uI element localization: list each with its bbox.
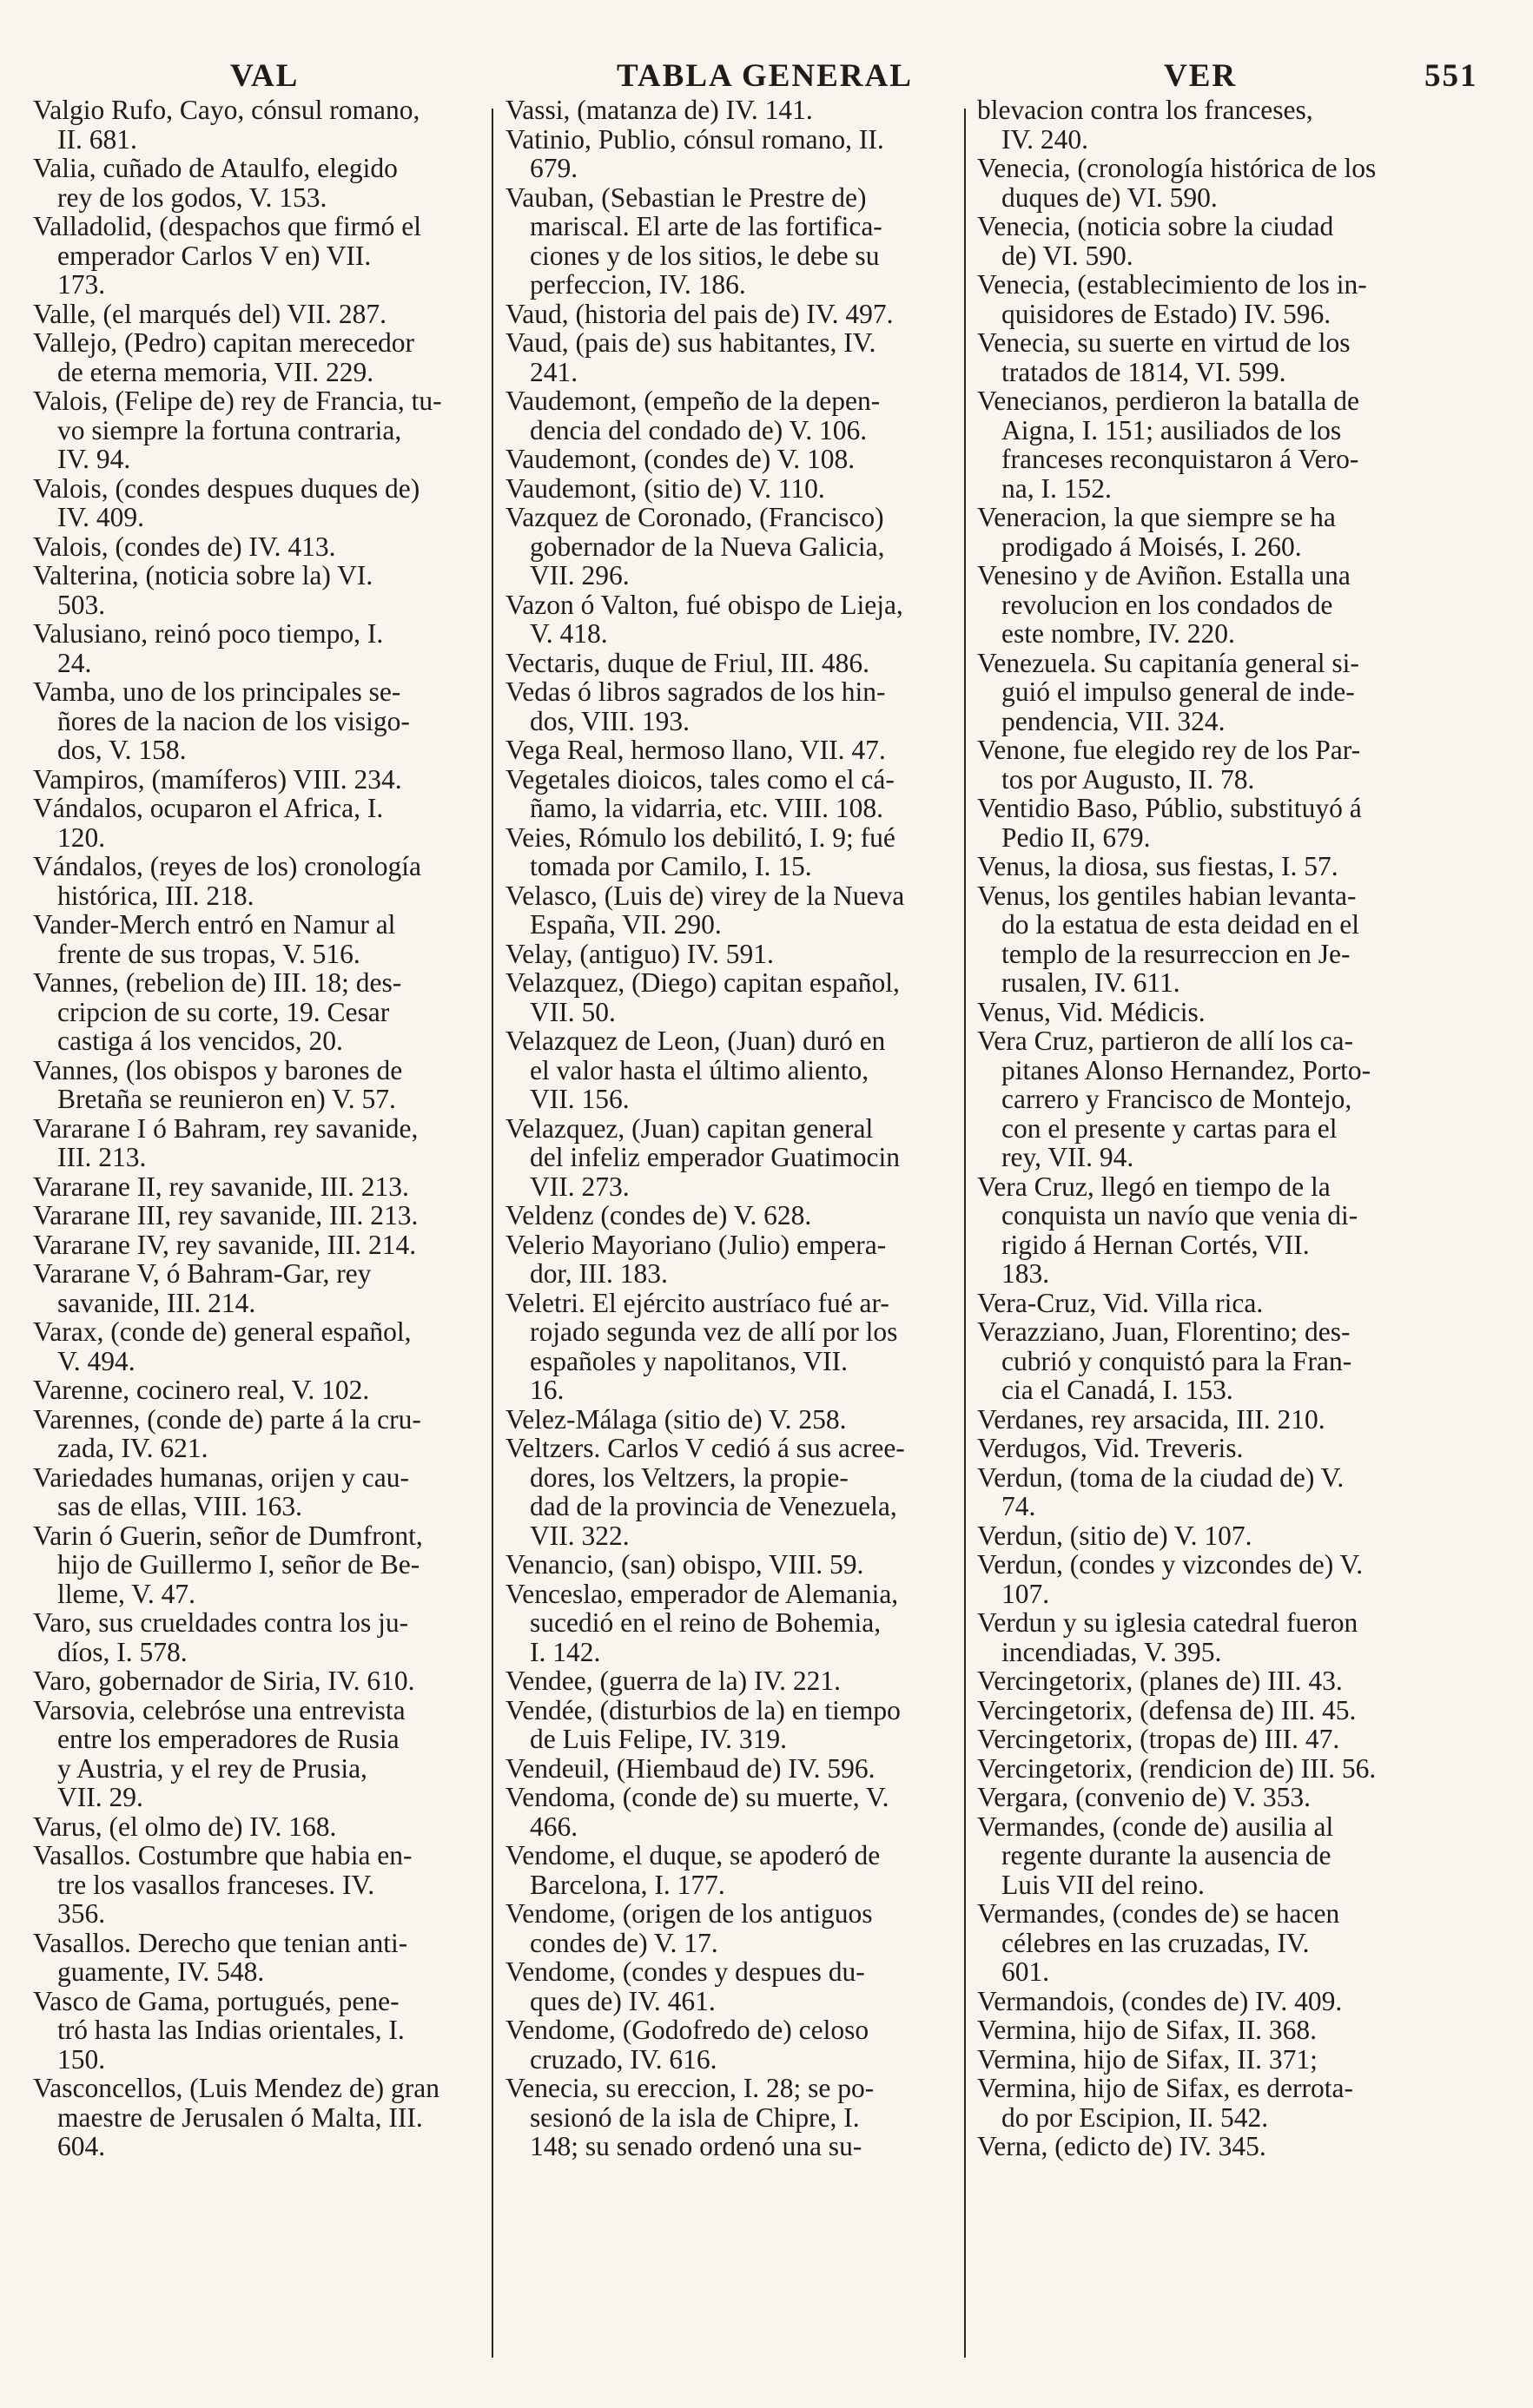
index-entry: Vendome, (Godofredo de) celoso cruzado, IV. 616. [505, 2015, 869, 2075]
index-entry: Valois, (condes despues duques de) IV. 409. [33, 472, 420, 532]
index-entry: Vallejo, (Pedro) capitan merecedor de eterna memoria, VII. 229. [33, 327, 415, 387]
index-entry: Vendoma, (conde de) su muerte, V. 466. [505, 1782, 889, 1842]
index-entry: blevacion contra los franceses, IV. 240. [977, 95, 1313, 155]
index-entry: Verdugos, Vid. Treveris. [977, 1433, 1244, 1463]
index-entry: Vándalos, ocuparon el Africa, I. 120. [33, 793, 384, 853]
index-entry: Varo, gobernador de Siria, IV. 610. [33, 1666, 415, 1696]
index-entry: Venezuela. Su capitanía general si- guió el impulso general de inde- pendencia, VII. 324. [977, 647, 1359, 736]
index-entry: Vaud, (historia del pais de) IV. 497. [505, 298, 894, 329]
index-entry: Vaudemont, (empeño de la depen- dencia del condado de) V. 106. [505, 386, 881, 445]
index-entry: Verdun, (condes y vizcondes de) V. 107. [977, 1549, 1364, 1609]
index-entry: Venecia, (establecimiento de los in- quisidores de Estado) IV. 596. [977, 269, 1367, 329]
index-entry: Venesino y de Aviñon. Estalla una revolucion en los condados de este nombre, IV. 220. [977, 560, 1351, 649]
index-entry: Vedas ó libros sagrados de los hin- dos, VIII. 193. [505, 676, 886, 736]
index-entry: Vercingetorix, (planes de) III. 43. [977, 1666, 1343, 1696]
header-title: TABLA GENERAL [617, 58, 913, 94]
page-number: 551 [1424, 58, 1478, 94]
index-entry: Varus, (el olmo de) IV. 168. [33, 1811, 337, 1842]
index-entry: Velazquez, (Juan) capitan general del infeliz emperador Guatimocin VII. 273. [505, 1112, 900, 1202]
index-entry: Vander-Merch entró en Namur al frente de sus tropas, V. 516. [33, 909, 396, 969]
index-entry: Vendome, (condes y despues du- ques de) IV. 461. [505, 1956, 865, 2016]
index-entry: Vermina, hijo de Sifax, II. 368. [977, 2015, 1318, 2045]
index-entry: Vermina, hijo de Sifax, II. 371; [977, 2043, 1318, 2075]
index-entry: Verazziano, Juan, Florentino; des- cubrió y conquistó para la Fran- cia el Canadá, I. 153. [977, 1316, 1352, 1405]
index-entry: Venecianos, perdieron la batalla de Aigna, I. 151; ausiliados de los franceses reconquistaron á Vero- na, I. 152. [977, 386, 1359, 504]
index-entry: Vegetales dioicos, tales como el cá- ñamo, la vidarria, etc. VIII. 108. [505, 763, 895, 823]
index-entry: Vermina, hijo de Sifax, es derrota- do por Escipion, II. 542. [977, 2073, 1353, 2133]
index-entry: Varax, (conde de) general español, V. 494. [33, 1316, 412, 1376]
index-entry: Vermandes, (condes de) se hacen célebres en las cruzadas, IV. 601. [977, 1898, 1340, 1987]
index-entry: Variedades humanas, orijen y cau- sas de ellas, VIII. 163. [33, 1461, 409, 1521]
index-entry: Venus, Vid. Médicis. [977, 996, 1206, 1027]
index-entry: Varennes, (conde de) parte á la cru- zada, IV. 621. [33, 1403, 421, 1463]
index-entry: Vazquez de Coronado, (Francisco) gobernador de la Nueva Galicia, VII. 296. [505, 502, 885, 590]
index-entry: Velez-Málaga (sitio de) V. 258. [505, 1403, 847, 1435]
index-entry: Veletri. El ejército austríaco fué ar- rojado segunda vez de allí por los españoles y napolitanos, VII. 16. [505, 1287, 898, 1405]
index-entry: Vararane III, rey savanide, III. 213. [33, 1200, 419, 1230]
index-entry: Vándalos, (reyes de los) cronología histórica, III. 218. [33, 851, 421, 911]
index-entry: Vararane V, ó Bahram-Gar, rey savanide, III. 214. [33, 1258, 372, 1318]
index-entry: Venecia, (noticia sobre la ciudad de) VI. 590. [977, 211, 1334, 271]
index-entry: Vauban, (Sebastian le Prestre de) mariscal. El arte de las fortifica- ciones y de los sitios, le debe su perfeccion, IV. 186. [505, 181, 882, 300]
index-entry: Veies, Rómulo los debilitó, I. 9; fué tomada por Camilo, I. 15. [505, 821, 895, 881]
index-entry: Vasallos. Derecho que tenian anti- guamente, IV. 548. [33, 1927, 408, 1987]
index-entry: Venecia, su ereccion, I. 28; se po- sesionó de la isla de Chipre, I. 148; su senado ordenó una su- [505, 2073, 875, 2161]
index-entry: Valterina, (noticia sobre la) VI. 503. [33, 560, 373, 620]
index-entry: Velay, (antiguo) IV. 591. [505, 938, 774, 969]
index-entry: Vaudemont, (sitio de) V. 110. [505, 472, 825, 504]
index-entry: Veltzers. Carlos V cedió á sus acree- dores, los Veltzers, la propie- dad de la provincia de Venezuela, VII. 322. [505, 1433, 905, 1551]
index-entry: Vera Cruz, partieron de allí los ca- pitanes Alonso Hernandez, Porto- carrero y Francisco de Montejo, con el presente y cartas para el rey, VII. 94. [977, 1026, 1371, 1172]
index-entry: Verdun, (sitio de) V. 107. [977, 1520, 1252, 1551]
index-entry: Venus, los gentiles habian levanta- do la estatua de esta deidad en el templo de la resurreccion en Je- rusalen, IV. 611. [977, 880, 1359, 998]
index-entry: Vannes, (rebelion de) III. 18; des- cripcion de su corte, 19. Cesar castiga á los vencidos, 20. [33, 967, 402, 1056]
index-entry: Vercingetorix, (defensa de) III. 45. [977, 1694, 1357, 1725]
index-entry: Valusiano, reinó poco tiempo, I. 24. [33, 618, 384, 678]
index-entry: Veldenz (condes de) V. 628. [505, 1200, 812, 1230]
index-entry: Vasallos. Costumbre que habia en- tre los vasallos franceses. IV. 356. [33, 1840, 413, 1929]
index-entry: Vendée, (disturbios de la) en tiempo de Luis Felipe, IV. 319. [505, 1694, 901, 1754]
index-entry: Verdanes, rey arsacida, III. 210. [977, 1403, 1325, 1435]
index-entry: Vendome, (origen de los antiguos condes de) V. 17. [505, 1898, 873, 1958]
index-entry: Veneracion, la que siempre se ha prodigado á Moisés, I. 260. [977, 502, 1336, 562]
index-entry: Vaudemont, (condes de) V. 108. [505, 444, 856, 474]
index-entry: Varenne, cocinero real, V. 102. [33, 1375, 370, 1405]
column-divider [492, 109, 493, 2358]
index-entry: Varo, sus crueldades contra los ju- díos, I. 578. [33, 1607, 409, 1667]
index-entry: Verdun, (toma de la ciudad de) V. 74. [977, 1461, 1345, 1521]
index-entry: Vararane IV, rey savanide, III. 214. [33, 1229, 417, 1260]
index-entry: Venancio, (san) obispo, VIII. 59. [505, 1549, 864, 1580]
index-entry: Venone, fue elegido rey de los Par- tos por Augusto, II. 78. [977, 735, 1361, 795]
index-entry: Vatinio, Publio, cónsul romano, II. 679. [505, 123, 884, 183]
header-right-guide-word: VER [1164, 58, 1238, 94]
index-entry: Vazon ó Valton, fué obispo de Lieja, V. 418. [505, 589, 903, 649]
index-entry: Vera Cruz, llegó en tiempo de la conquista un navío que venia di- rigido á Hernan Cortés, VII. 183. [977, 1171, 1358, 1289]
index-entry: Venecia, (cronología histórica de los duques de) VI. 590. [977, 153, 1377, 213]
index-entry: Valle, (el marqués del) VII. 287. [33, 298, 387, 329]
index-entry: Vararane I ó Bahram, rey savanide, III. 213. [33, 1112, 419, 1172]
index-entry: Vamba, uno de los principales se- ñores de la nacion de los visigo- dos, V. 158. [33, 676, 410, 765]
index-entry: Vermandes, (conde de) ausilia al regente durante la ausencia de Luis VII del reino. [977, 1811, 1334, 1900]
index-entry: Vasco de Gama, portugués, pene- tró hasta las Indias orientales, I. 150. [33, 1985, 405, 2075]
index-entry: Valia, cuñado de Ataulfo, elegido rey de los godos, V. 153. [33, 153, 398, 213]
index-entry: Vasconcellos, (Luis Mendez de) gran maestre de Jerusalen ó Malta, III. 604. [33, 2073, 439, 2161]
index-entry: Vannes, (los obispos y barones de Bretaña se reunieron en) V. 57. [33, 1054, 403, 1114]
index-entry: Vendome, el duque, se apoderó de Barcelona, I. 177. [505, 1840, 881, 1900]
index-entry: Velasco, (Luis de) virey de la Nueva España, VII. 290. [505, 880, 905, 940]
index-entry: Velazquez, (Diego) capitan español, VII. 50. [505, 967, 900, 1027]
index-entry: Velazquez de Leon, (Juan) duró en el valor hasta el último aliento, VII. 156. [505, 1026, 886, 1114]
index-entry: Velerio Mayoriano (Julio) empera- dor, III. 183. [505, 1229, 887, 1289]
index-entry: Vergara, (convenio de) V. 353. [977, 1782, 1312, 1812]
index-column-2 [505, 96, 955, 2161]
index-entry: Vampiros, (mamíferos) VIII. 234. [33, 763, 402, 795]
index-entry: Varsovia, celebróse una entrevista entre los emperadores de Rusia y Austria, y el rey de Prusia, VII. 29. [33, 1694, 406, 1812]
index-entry: Venceslao, emperador de Alemania, sucedió en el reino de Bohemia, I. 142. [505, 1578, 899, 1667]
index-column-3 [977, 96, 1429, 2161]
index-column-1 [33, 96, 485, 2161]
index-entry: Valois, (condes de) IV. 413. [33, 531, 336, 562]
index-entry: Verdun y su iglesia catedral fueron incendiadas, V. 395. [977, 1607, 1358, 1667]
index-entry: Vercingetorix, (rendicion de) III. 56. [977, 1752, 1377, 1784]
index-entry: Vassi, (matanza de) IV. 141. [505, 95, 813, 125]
index-entry: Vermandois, (condes de) IV. 409. [977, 1985, 1343, 2016]
index-entry: Verna, (edicto de) IV. 345. [977, 2131, 1266, 2161]
index-entry: Vararane II, rey savanide, III. 213. [33, 1171, 409, 1202]
index-entry: Ventidio Baso, Públio, substituyó á Pedio II, 679. [977, 793, 1362, 853]
column-divider [964, 109, 966, 2358]
index-entry: Vendee, (guerra de la) IV. 221. [505, 1666, 842, 1696]
index-entry: Vectaris, duque de Friul, III. 486. [505, 647, 870, 678]
index-entry: Valladolid, (despachos que firmó el emperador Carlos V en) VII. 173. [33, 211, 421, 300]
index-entry: Vaud, (pais de) sus habitantes, IV. 241. [505, 327, 876, 387]
index-entry: Vega Real, hermoso llano, VII. 47. [505, 735, 886, 765]
index-entry: Valgio Rufo, Cayo, cónsul romano, II. 681. [33, 95, 420, 155]
index-entry: Vercingetorix, (tropas de) III. 47. [977, 1724, 1340, 1754]
index-entry: Vendeuil, (Hiembaud de) IV. 596. [505, 1752, 876, 1784]
index-entry: Valois, (Felipe de) rey de Francia, tu- vo siempre la fortuna contraria, IV. 94. [33, 386, 442, 474]
index-entry: Varin ó Guerin, señor de Dumfront, hijo de Guillermo I, señor de Be- lleme, V. 47. [33, 1520, 423, 1609]
index-entry: Vera-Cruz, Vid. Villa rica. [977, 1287, 1264, 1318]
header-left-guide-word: VAL [230, 58, 300, 94]
index-entry: Venus, la diosa, sus fiestas, I. 57. [977, 851, 1338, 881]
index-entry: Venecia, su suerte en virtud de los tratados de 1814, VI. 599. [977, 327, 1351, 387]
